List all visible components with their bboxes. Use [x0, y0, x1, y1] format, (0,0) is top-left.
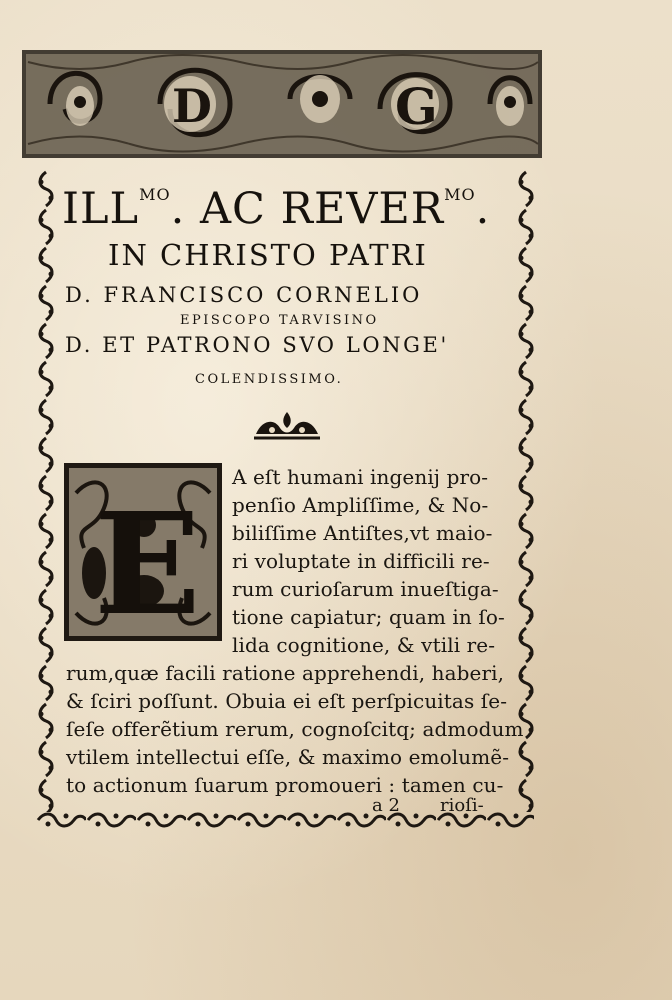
heading-rever: . AC REVER — [170, 184, 445, 234]
heading-line-5: D. ET PATRONO SVO LONGE' — [65, 333, 449, 357]
svg-text:G: G — [395, 77, 438, 136]
signature-mark: a 2 — [372, 795, 400, 816]
heading-line-6: COLENDISSIMO. — [195, 372, 344, 387]
svg-text:D: D — [172, 79, 212, 133]
catchword: rioſi- — [440, 795, 484, 816]
body-line-11: vtilem intellectui eſſe, & maximo emolumẽ- — [66, 745, 510, 769]
heading-ill-superscript: MO — [139, 185, 171, 204]
body-line-4: ri voluptate in difficili re- — [232, 549, 490, 573]
heading-line-4: EPISCOPO TARVISINO — [180, 313, 379, 328]
body-line-8: rum,quæ facili ratione apprehendi, haberi, — [66, 661, 505, 685]
body-line-9: & ſciri poſſunt. Obuia ei eſt perſpicuitas ſe- — [66, 689, 508, 713]
heading-ill: ILL — [62, 184, 140, 234]
body-line-12: to actionum ſuarum promoueri : tamen cu- — [66, 773, 504, 797]
heading-line-1 — [62, 184, 512, 234]
heading-line-3: D. FRANCISCO CORNELIO — [65, 283, 423, 307]
body-line-3: biliſſime Antiſtes,vt maio- — [232, 521, 493, 545]
heading-line-2: IN CHRISTO PATRI — [108, 238, 428, 272]
body-line-2: penſio Ampliſſime, & No- — [232, 493, 489, 517]
decorated-initial-e — [64, 463, 222, 641]
heading-period: . — [475, 184, 491, 234]
body-line-7: lida cognitione, & vtili re- — [232, 633, 496, 657]
body-line-10: ſeſe offerẽtium rerum, cognoſcitq; admodum — [66, 717, 524, 741]
fleuron-ornament — [252, 408, 322, 442]
heading-rever-superscript: MO — [444, 185, 476, 204]
body-line-1: A eſt humani ingenij pro- — [232, 465, 489, 489]
woodcut-headpiece — [20, 44, 544, 162]
initial-letter: E — [94, 483, 201, 641]
body-line-5: rum curioſarum inueſtiga- — [232, 577, 499, 601]
body-line-6: tione capiatur; quam in ſo- — [232, 605, 505, 629]
